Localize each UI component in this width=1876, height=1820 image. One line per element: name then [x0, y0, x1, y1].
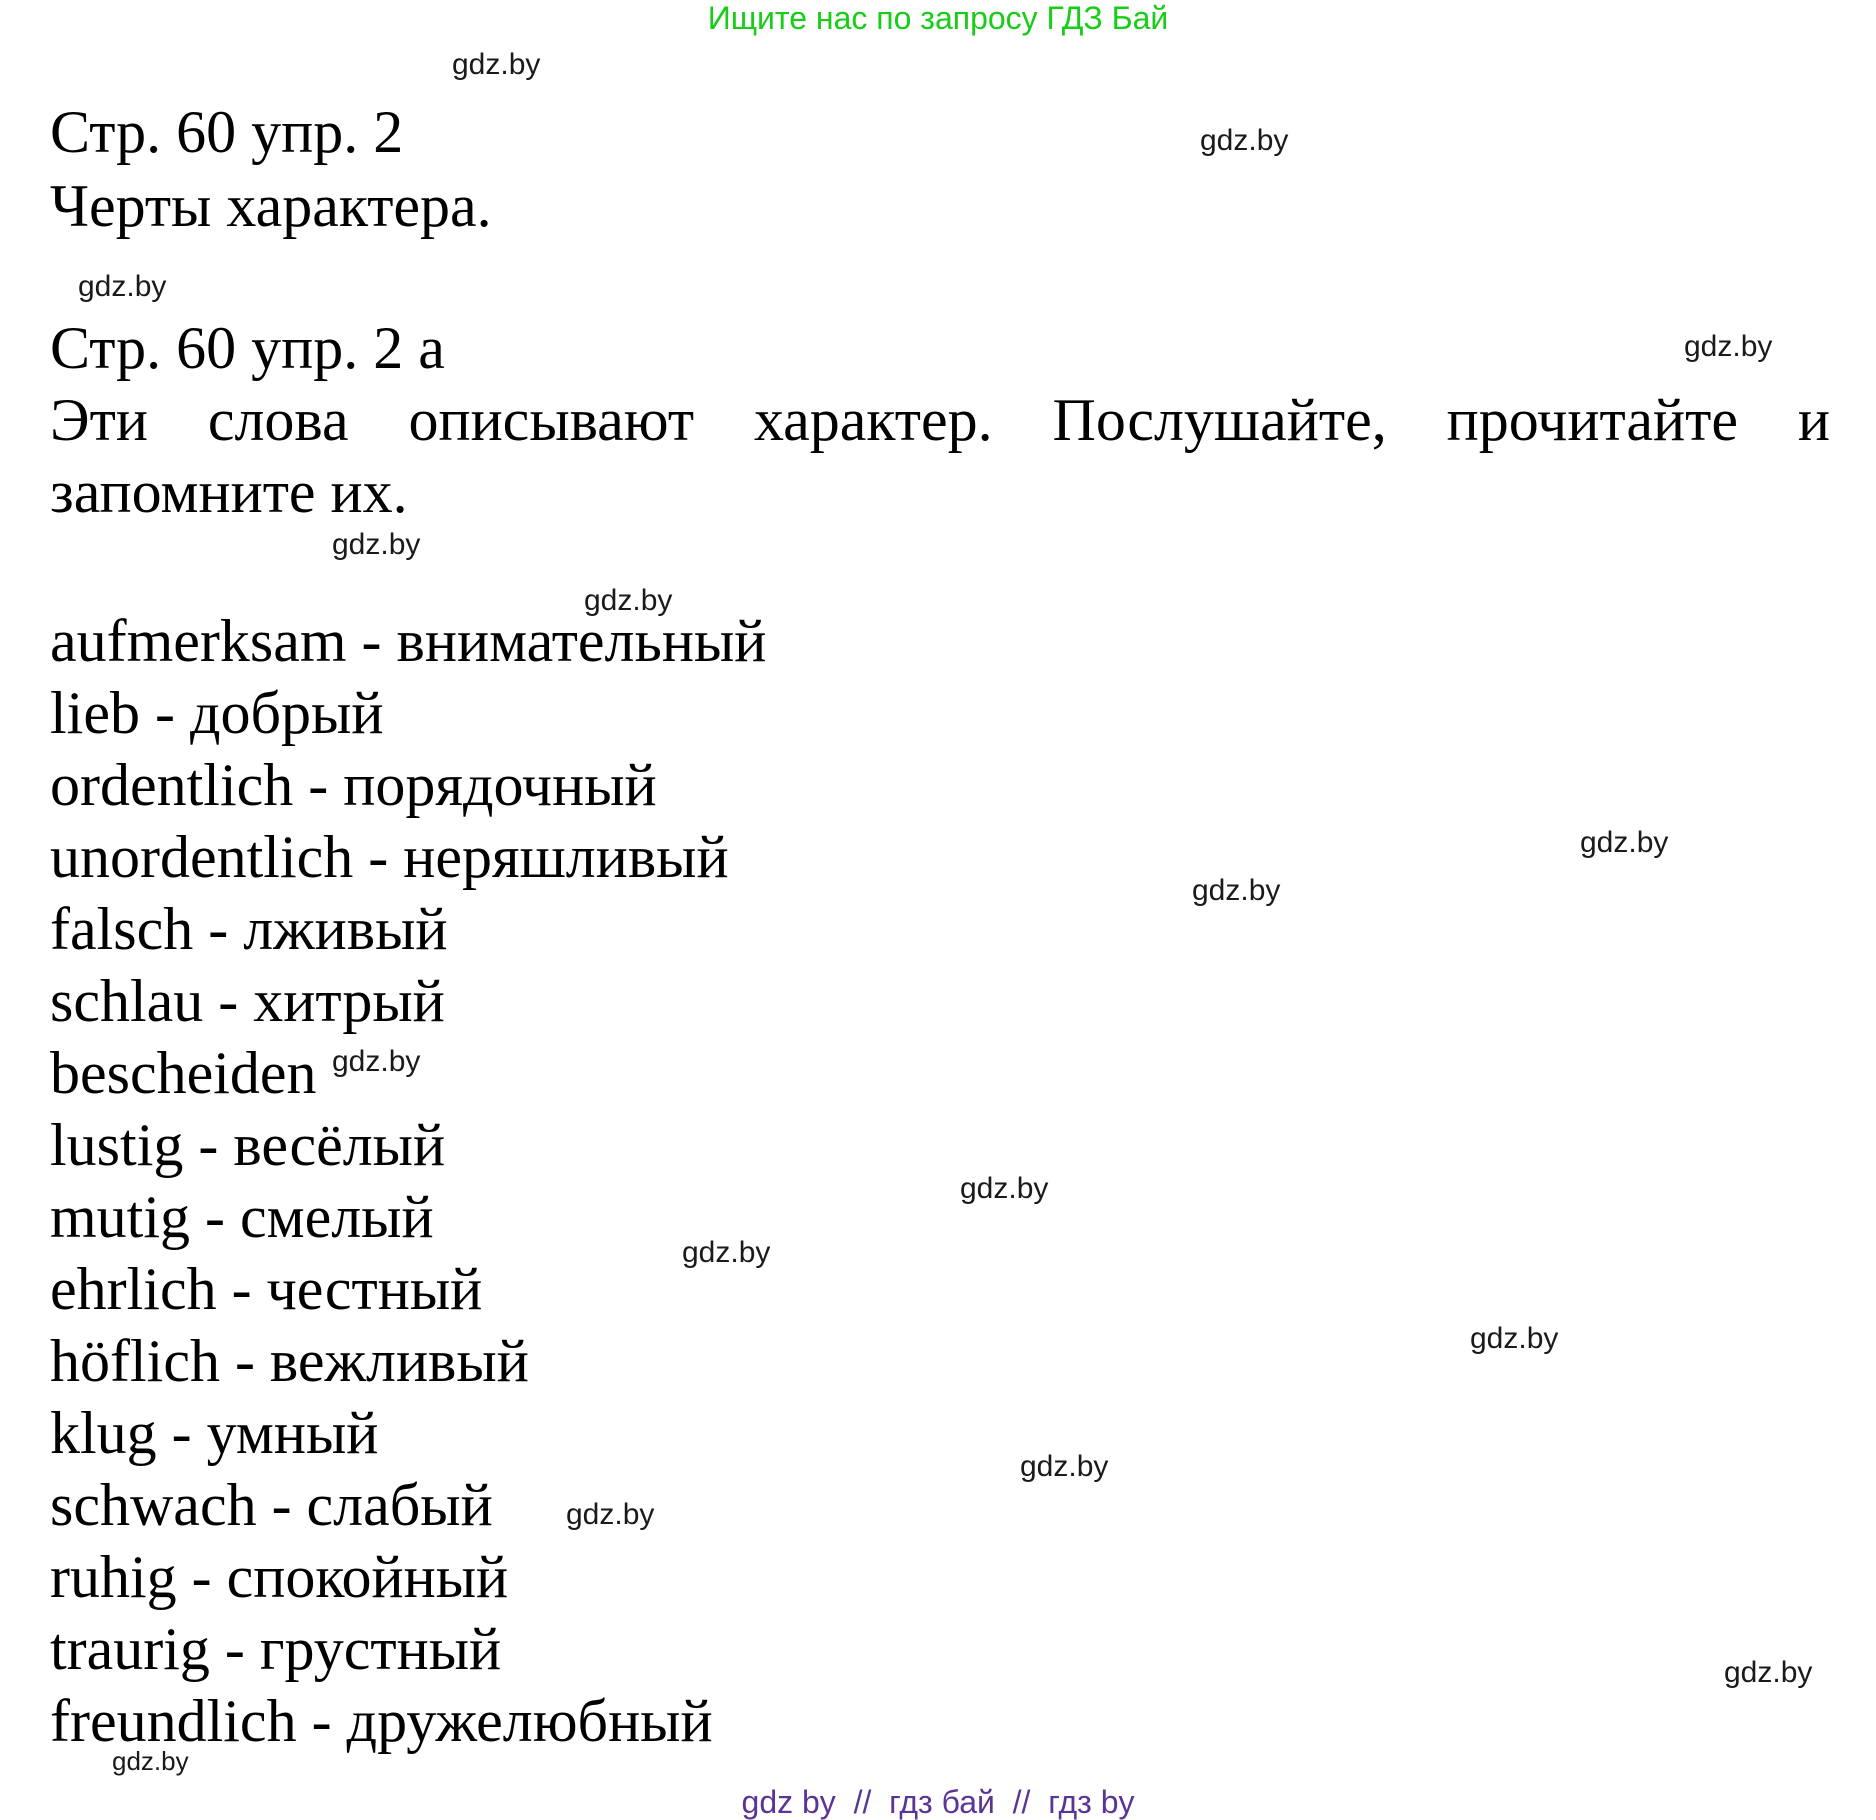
- vocab-item: traurig - грустный: [50, 1616, 502, 1682]
- page-heading: Стр. 60 упр. 2: [50, 99, 404, 165]
- watermark: gdz.by: [960, 1172, 1049, 1205]
- watermark: gdz.by: [1470, 1322, 1559, 1355]
- watermark: gdz.by: [112, 1746, 189, 1776]
- vocab-item: schwach - слабый: [50, 1472, 493, 1538]
- watermark: gdz.by: [1684, 330, 1773, 363]
- vocab-item: lieb - добрый: [50, 680, 384, 746]
- top-banner: Ищите нас по запросу ГДЗ Бай: [707, 0, 1169, 36]
- watermark: gdz.by: [1020, 1450, 1109, 1483]
- watermark: gdz.by: [1724, 1656, 1813, 1689]
- vocab-item: freundlich - дружелюбный: [50, 1688, 713, 1754]
- watermark: gdz.by: [584, 584, 673, 617]
- instruction-line-2: запомните их.: [50, 459, 408, 525]
- watermark: gdz.by: [1200, 124, 1289, 157]
- vocab-item: mutig - смелый: [50, 1184, 434, 1250]
- vocab-item: ordentlich - порядочный: [50, 752, 657, 818]
- vocab-item: lustig - весёлый: [50, 1112, 446, 1178]
- vocab-item: aufmerksam - внимательный: [50, 608, 767, 674]
- instruction-line-1: Эти слова описывают характер. Послушайте, прочитайте и: [50, 387, 1830, 453]
- vocab-item: bescheiden: [50, 1040, 317, 1106]
- watermark: gdz.by: [332, 528, 421, 561]
- watermark: gdz.by: [1192, 874, 1281, 907]
- vocabulary-list: [50, 605, 766, 1757]
- vocab-item: schlau - хитрый: [50, 968, 445, 1034]
- section-subtitle: Черты характера.: [50, 173, 492, 239]
- vocab-item: falsch - лживый: [50, 896, 448, 962]
- watermark: gdz.by: [452, 48, 541, 81]
- watermark: gdz.by: [78, 270, 167, 303]
- footer-links: gdz by // гдз бай // гдз by: [741, 1784, 1135, 1820]
- vocab-item: klug - умный: [50, 1400, 379, 1466]
- exercise-heading: Стр. 60 упр. 2 а: [50, 315, 445, 381]
- vocab-item: unordentlich - неряшливый: [50, 824, 729, 890]
- vocab-item: ehrlich - честный: [50, 1256, 483, 1322]
- watermark: gdz.by: [1580, 826, 1669, 859]
- watermark: gdz.by: [332, 1045, 421, 1078]
- watermark: gdz.by: [682, 1236, 771, 1269]
- watermark: gdz.by: [566, 1498, 655, 1531]
- vocab-item: höflich - вежливый: [50, 1328, 529, 1394]
- vocab-item: ruhig - спокойный: [50, 1544, 509, 1610]
